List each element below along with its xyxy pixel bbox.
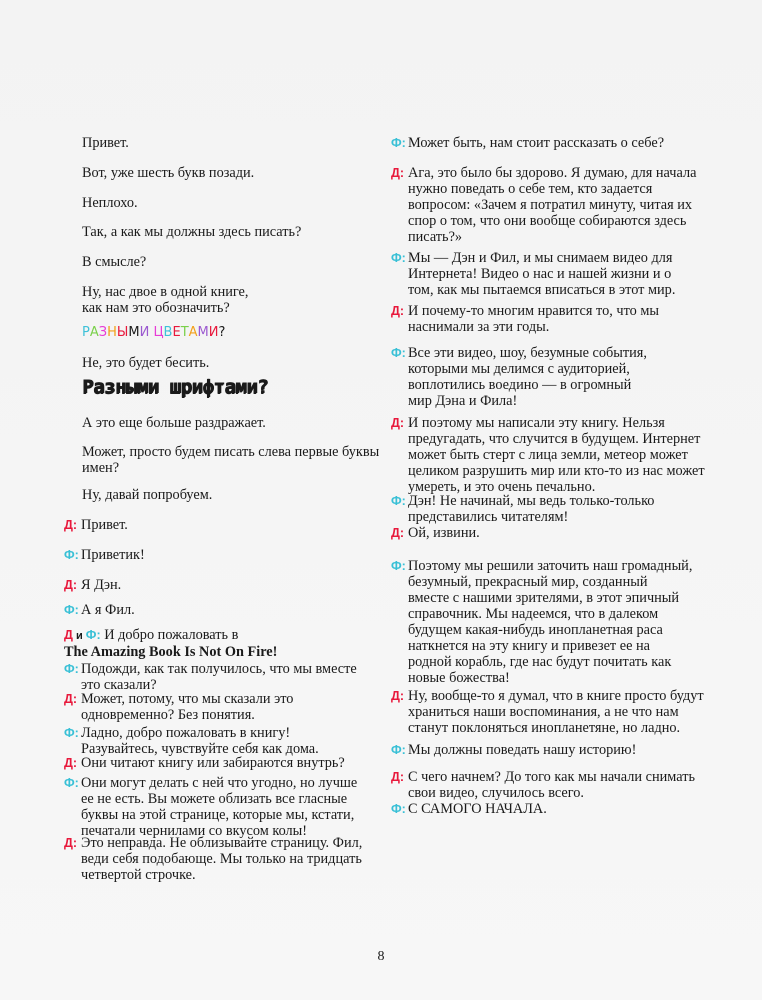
text-line: предугадать, что случится в будущем. Интернет — [408, 431, 701, 447]
rainbow-letter: А — [89, 325, 99, 340]
speaker-f-label: Ф: — [64, 603, 79, 617]
dialog-line — [391, 345, 647, 409]
dialog-line — [391, 415, 705, 495]
text-line: Ну, давай попробуем. — [82, 487, 213, 503]
rainbow-letter: М — [197, 325, 209, 340]
rainbow-letter: З — [98, 325, 108, 340]
text-line: мир Дэна и Фила! — [408, 393, 518, 409]
text-line: Может, просто будем писать слева первые буквы — [82, 444, 380, 460]
text-line: целиком разрушить мир или кто-то из нас может — [408, 463, 705, 479]
text-line: Ой, извини. — [408, 525, 480, 541]
text-line: Разувайтесь, чувствуйте себя как дома. — [81, 741, 319, 757]
pixel-font-heading: Разными шрифтами? — [82, 376, 268, 398]
text-line: Я Дэн. — [81, 577, 122, 593]
book-title: The Amazing Book Is Not On Fire! — [64, 644, 278, 660]
dialog-line — [391, 688, 704, 736]
rainbow-letter: М — [128, 325, 140, 340]
speaker-d-label: Д: — [391, 770, 405, 784]
dialog-line — [391, 742, 636, 758]
dialog-line — [64, 517, 128, 533]
text-line: А это еще больше раздражает. — [82, 415, 266, 431]
dialog-line — [64, 725, 319, 757]
text-line: храниться наши воспоминания, а не что нам — [408, 704, 679, 720]
speaker-f-label: Ф: — [391, 494, 406, 508]
dialog-line — [64, 627, 277, 660]
text-line: ее не есть. Вы можете облизать все гласные — [81, 791, 348, 807]
text-line: И почему-то многим нравится то, что мы — [408, 303, 660, 319]
dialog-line — [391, 165, 696, 245]
text-line: Все эти видео, шоу, безумные события, — [408, 345, 647, 361]
dialog-line — [391, 525, 480, 541]
text-line: Привет. — [82, 135, 129, 151]
text-line: Поэтому мы решили заточить наш громадный, — [408, 558, 693, 574]
text-line: может быть стерт с лица земли, метеор может — [408, 447, 688, 463]
dialog-line — [64, 602, 135, 618]
dialog-line — [391, 303, 659, 335]
intro-paragraph — [82, 444, 379, 476]
rainbow-letter: Ы — [116, 325, 129, 340]
speaker-d-label: Д: — [391, 526, 405, 540]
dialog-line — [64, 691, 293, 723]
speaker-d-label: Д: — [391, 416, 405, 430]
text-line: наткнется на эту книгу и привезет ее на — [408, 638, 650, 654]
speaker-f-label: Ф: — [64, 548, 79, 562]
text-line: том, как мы пытаемся вписаться в этот мир. — [408, 282, 676, 298]
text-line: Так, а как мы должны здесь писать? — [82, 224, 302, 240]
text-line: нужно поведать о себе тем, кто задается — [408, 181, 653, 197]
intro-paragraph — [82, 254, 146, 270]
text-line: безумный, прекрасный мир, созданный — [408, 574, 648, 590]
text-line: Приветик! — [81, 547, 145, 563]
text-line: вопросом: «Зачем я потратил минуту, читая их — [408, 197, 693, 213]
intro-paragraph — [82, 135, 129, 151]
text-line: Ну, вообще-то я думал, что в книге просто будут — [408, 688, 704, 704]
text-line: Может быть, нам стоит рассказать о себе? — [408, 135, 665, 151]
intro-paragraph — [82, 195, 138, 211]
dialog-line — [64, 835, 362, 883]
text-line: вместе с нашими зрителями, в этот эпичный — [408, 590, 680, 606]
speaker-f-label: Ф: — [85, 628, 101, 642]
speaker-d-label: Д: — [391, 689, 405, 703]
text-line: С САМОГО НАЧАЛА. — [408, 801, 547, 817]
rainbow-letter: И — [139, 325, 150, 340]
text-line: веди себя подобающе. Мы только на тридцать — [81, 851, 362, 867]
text-line: будущем какая-нибудь инопланетная раса — [408, 622, 663, 638]
and-label: и — [72, 630, 86, 642]
text-line: Дэн! Не начинай, мы ведь только-только — [408, 493, 655, 509]
text-line: В смысле? — [82, 254, 147, 270]
dialog-line — [391, 558, 692, 686]
dialog-line — [391, 250, 675, 298]
rainbow-letter: Ц — [153, 325, 164, 340]
rainbow-letter: И — [208, 325, 219, 340]
speaker-f-label: Ф: — [391, 346, 406, 360]
text-line: Мы — Дэн и Фил, и мы снимаем видео для — [408, 250, 673, 266]
dialog-line — [391, 493, 654, 525]
text-line: родной корабль, где нас будут почитать как — [408, 654, 672, 670]
speaker-d-label: Д: — [64, 518, 78, 532]
text-line: наснимали за эти годы. — [408, 319, 550, 335]
dialog-line — [64, 547, 145, 563]
speaker-d-label: Д: — [391, 166, 405, 180]
rainbow-letter: В — [163, 325, 173, 340]
text-line: имен? — [82, 460, 120, 476]
text-line: станут поклоняться инопланетяне, но ладно. — [408, 720, 681, 736]
dialog-line — [64, 577, 121, 593]
intro-paragraph — [82, 487, 212, 503]
text-line: печатали чернилами со вкусом колы! — [81, 823, 308, 839]
speaker-f-label: Ф: — [391, 136, 406, 150]
speaker-d-label: Д: — [391, 304, 405, 318]
text-line: Подожди, как так получилось, что мы вместе — [81, 661, 357, 677]
both-speakers-label — [64, 628, 101, 642]
speaker-d-label: Д: — [64, 692, 78, 706]
text-line: писать?» — [408, 229, 463, 245]
text-line: новые божества! — [408, 670, 510, 686]
text-line: Может, потому, что мы сказали это — [81, 691, 294, 707]
text-line: А я Фил. — [81, 602, 135, 618]
dialog-line — [391, 769, 695, 801]
text-line: представились читателям! — [408, 509, 569, 525]
text-line: это сказали? — [81, 677, 157, 693]
text-line: Они могут делать с ней что угодно, но лучше — [81, 775, 358, 791]
text-line: Они читают книгу или забираются внутрь? — [81, 755, 345, 771]
dialog-line — [64, 775, 357, 839]
text-line: Ага, это было бы здорово. Я думаю, для начала — [408, 165, 697, 181]
speaker-f-label: Ф: — [391, 743, 406, 757]
text-line: Привет. — [81, 517, 128, 533]
rainbow-letter: ? — [218, 325, 226, 340]
speaker-f-label: Ф: — [64, 776, 79, 790]
speaker-d-label: Д: — [64, 578, 78, 592]
dialog-line — [391, 135, 664, 151]
text-line: Вот, уже шесть букв позади. — [82, 165, 255, 181]
dialog-line — [64, 661, 357, 693]
text-line: И поэтому мы написали эту книгу. Нельзя — [408, 415, 665, 431]
rainbow-letter: А — [188, 325, 198, 340]
text-line: Не, это будет бесить. — [82, 355, 210, 371]
text-line: С чего начнем? До того как мы начали снимать — [408, 769, 695, 785]
speaker-f-label: Ф: — [64, 726, 79, 740]
text-line: спор о том, что они вообще собираются здесь — [408, 213, 687, 229]
text-line: Интернета! Видео о нас и нашей жизни и о — [408, 266, 672, 282]
text-line: воплотились воедино — в огромный — [408, 377, 632, 393]
rainbow-letter: Н — [107, 325, 117, 340]
text-line: справочник. Мы надеемся, что в далеком — [408, 606, 659, 622]
speaker-d-label: Д: — [64, 836, 78, 850]
intro-paragraph — [82, 165, 254, 181]
text-line: Мы должны поведать нашу историю! — [408, 742, 637, 758]
text-line: Ну, нас двое в одной книге, — [82, 284, 249, 300]
page-number: 8 — [377, 949, 385, 964]
dialog-text: И добро пожаловать в — [100, 627, 239, 643]
text-line: одновременно? Без понятия. — [81, 707, 255, 723]
intro-paragraph — [82, 284, 248, 316]
intro-paragraph — [82, 415, 266, 431]
text-line: свои видео, случилось всего. — [408, 785, 585, 801]
intro-paragraph — [82, 324, 225, 341]
text-line: которыми мы делимся с аудиторией, — [408, 361, 630, 377]
text-line: буквы на этой странице, которые мы, кстати, — [81, 807, 355, 823]
text-line: Ладно, добро пожаловать в книгу! — [81, 725, 291, 741]
text-line: как нам это обозначить? — [82, 300, 230, 316]
text-line: умереть, и это очень печально. — [408, 479, 596, 495]
speaker-f-label: Ф: — [64, 662, 79, 676]
intro-paragraph — [82, 224, 301, 240]
dialog-line — [391, 801, 547, 817]
text-line: Неплохо. — [82, 195, 138, 211]
text-line: четвертой строчке. — [81, 867, 196, 883]
text-line: Это неправда. Не облизывайте страницу. Фил, — [81, 835, 363, 851]
speaker-f-label: Ф: — [391, 559, 406, 573]
dialog-line — [64, 755, 345, 771]
speaker-d-label: Д — [64, 628, 73, 642]
rainbow-letter: Е — [172, 325, 181, 340]
speaker-f-label: Ф: — [391, 251, 406, 265]
speaker-f-label: Ф: — [391, 802, 406, 816]
rainbow-letter: Р — [82, 325, 90, 340]
rainbow-letter: Т — [180, 325, 189, 340]
speaker-d-label: Д: — [64, 756, 78, 770]
intro-paragraph — [82, 355, 209, 371]
